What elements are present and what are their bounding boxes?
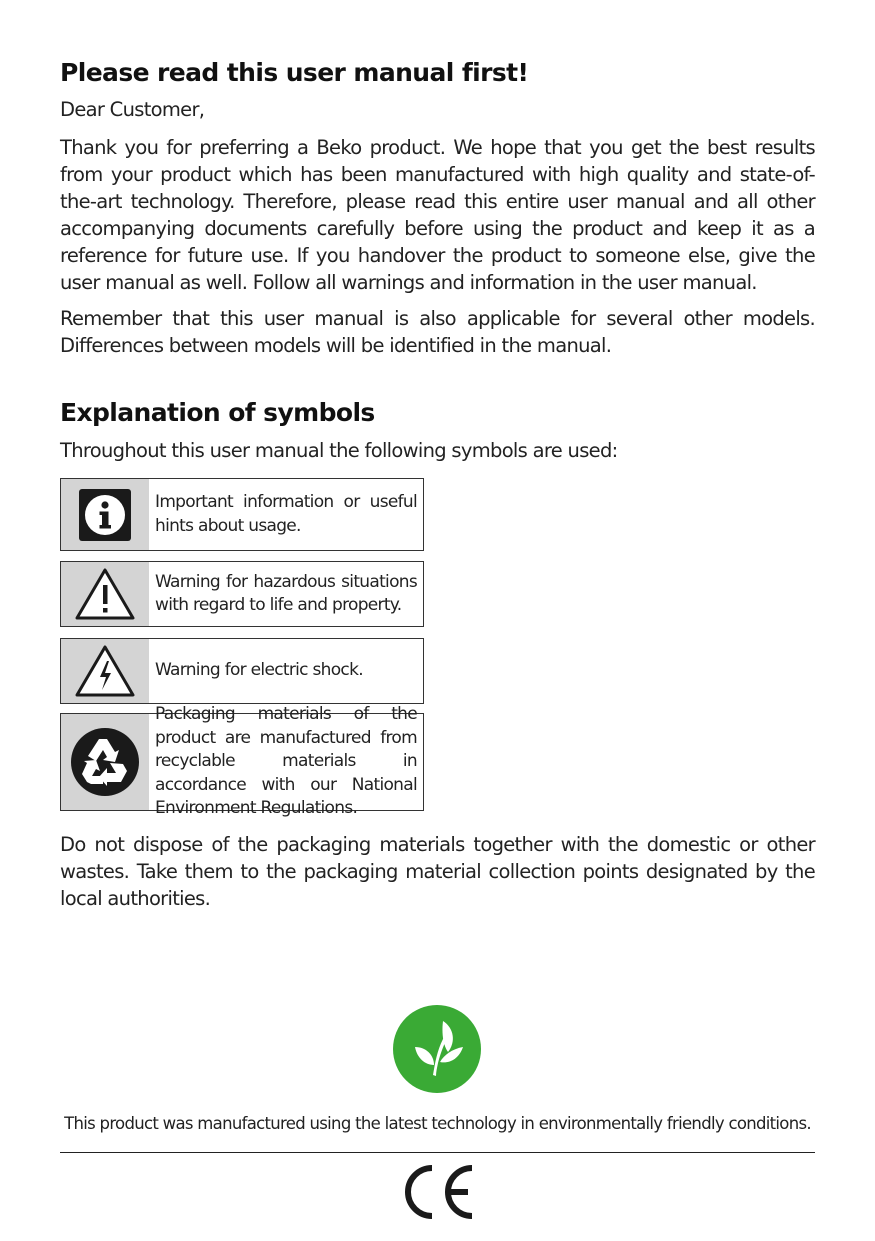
disposal-note: Do not dispose of the packaging materials together with the domestic or other wastes. Take them to the packaging material collection points designated by the local authorities. [60, 833, 815, 910]
symbols-lead: Throughout this user manual the following symbols are used: [60, 439, 618, 462]
symbols-title: Explanation of symbols [60, 398, 375, 427]
greeting: Dear Customer, [60, 98, 205, 121]
symbol-row-warning [60, 561, 424, 627]
ce-mark [398, 1163, 476, 1221]
eco-note: This product was manufactured using the latest technology in environmentally friendly conditions. [64, 1114, 811, 1133]
symbol-row-info [60, 478, 424, 551]
recycle-icon [61, 714, 149, 810]
leaf-icon [393, 1005, 481, 1093]
symbol-text-recycle: Packaging materials of the product are manufactured from recyclable materials in accordance with our National Environment Regulations. [155, 704, 417, 819]
symbol-text-warning: Warning for hazardous situations with regard to life and property. [155, 571, 417, 615]
intro-title: Please read this user manual first! [60, 58, 529, 87]
symbol-text-info: Important information or useful hints about usage. [155, 492, 417, 536]
footer-divider [60, 1152, 815, 1153]
symbol-text-electric-shock: Warning for electric shock. [155, 660, 363, 681]
electric-shock-icon [61, 639, 149, 703]
models-note-paragraph: Remember that this user manual is also applicable for several other models. Differences between models will be identified in the manual. [60, 307, 815, 357]
warning-triangle-icon [61, 562, 149, 626]
info-icon [61, 479, 149, 550]
intro-paragraph: Thank you for preferring a Beko product. We hope that you get the best results from your product which has been manufactured with high quality and state-of-the-art technology. Therefore, please read this entire user manual and all other accompanying documents carefully before using the product and keep it as a reference for future use. If you handover the product to someone else, give the user manual as well. Follow all warnings and information in the user manual. [60, 136, 815, 294]
symbol-row-electric-shock [60, 638, 424, 704]
symbol-row-recycle [60, 704, 424, 819]
